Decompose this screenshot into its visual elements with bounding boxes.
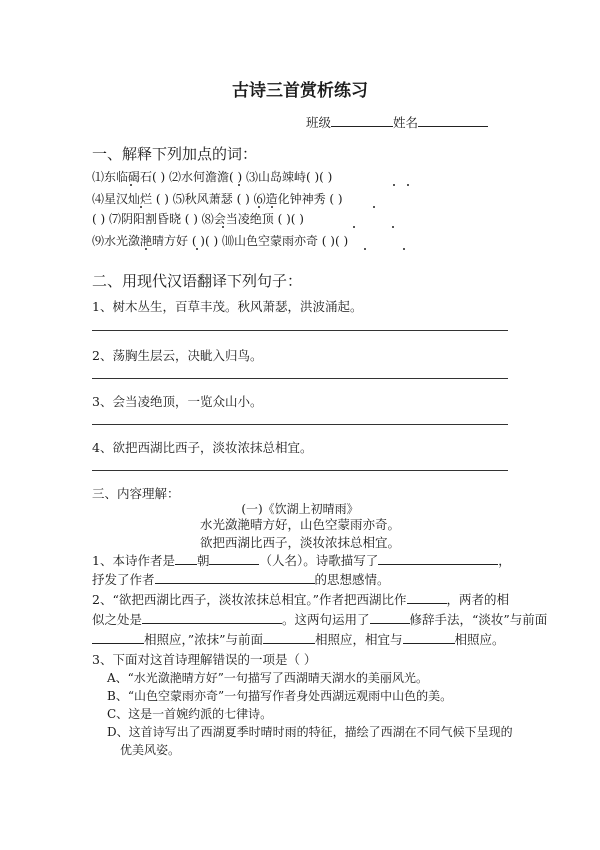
- class-label: 班级: [306, 115, 332, 130]
- q2-text: 相照应。: [454, 632, 505, 647]
- q1-text: ，: [498, 553, 511, 568]
- vocab-line-1: ⑴东临碣石( ) ⑵水何澹澹( ) ⑶山岛竦峙( )( ): [92, 170, 333, 184]
- vocab-line-4: ⑼水光潋滟晴方好 ( )( ) ⑽山色空蒙雨亦奇 ( )( ): [92, 234, 349, 248]
- q1-text: 1、本诗作者是: [92, 553, 175, 568]
- q2-text: 似之处是: [92, 612, 143, 627]
- poem-line-1: 水光潋滟晴方好，山色空蒙雨亦奇。: [199, 517, 400, 532]
- emphasis-dot: [407, 184, 409, 186]
- section1-heading: 一、解释下列加点的词：: [92, 145, 258, 163]
- q2-blank-echo-3[interactable]: [403, 629, 455, 644]
- emphasis-dot: [364, 248, 366, 250]
- question-2-line-2: [92, 609, 547, 628]
- poem-title: (一)《饮湖上初晴雨》: [241, 502, 359, 516]
- q2-blank-echo-1[interactable]: [92, 629, 144, 644]
- emphasis-dot: [130, 184, 132, 186]
- section3-heading: 三、内容理解：: [92, 486, 180, 501]
- emphasis-dot: [403, 248, 405, 250]
- q1-blank-dynasty[interactable]: [175, 550, 197, 565]
- answer-line-2[interactable]: [92, 378, 508, 379]
- emphasis-dot: [373, 206, 375, 208]
- q2-text: 2、“欲把西湖比西子，淡妆浓抹总相宜。”作者把西湖比作: [92, 592, 407, 607]
- emphasis-dot: [145, 248, 147, 250]
- q2-blank-similarity[interactable]: [142, 609, 282, 624]
- q2-blank-compare[interactable]: [407, 589, 447, 604]
- emphasis-dot: [393, 184, 395, 186]
- name-blank[interactable]: [418, 112, 488, 127]
- option-b[interactable]: B、“山色空蒙雨亦奇”一句描写作者身处西湖远观雨中山色的美。: [107, 689, 453, 703]
- question-1-line-2: [92, 569, 390, 588]
- section2-heading: 二、用现代汉语翻译下列句子：: [92, 272, 303, 290]
- emphasis-dot: [271, 206, 273, 208]
- question-2-line-3: [92, 629, 505, 648]
- emphasis-dot: [258, 206, 260, 208]
- answer-line-4[interactable]: [92, 470, 508, 471]
- q2-text: 相照应，相宜与: [315, 632, 403, 647]
- emphasis-dot: [238, 184, 240, 186]
- q1-blank-feeling[interactable]: [155, 569, 315, 584]
- option-d-continued: 优美风姿。: [120, 743, 181, 757]
- answer-line-1[interactable]: [92, 330, 508, 331]
- emphasis-dot: [353, 226, 355, 228]
- question-3-stem: 3、下面对这首诗理解错误的一项是（ ）: [92, 652, 317, 667]
- emphasis-dot: [222, 226, 224, 228]
- poem-line-2: 欲把西湖比西子，淡妆浓抹总相宜。: [199, 535, 400, 550]
- name-label: 姓名: [393, 115, 419, 130]
- q1-text: 朝: [196, 553, 210, 568]
- translate-item-2: 2、荡胸生层云，决眦入归鸟。: [92, 348, 263, 363]
- q2-text: 。这两句运用了: [282, 612, 370, 627]
- translate-item-1: 1、树木丛生，百草丰茂。秋风萧瑟，洪波涌起。: [92, 299, 363, 314]
- q2-text: ，两者的相: [446, 592, 510, 607]
- emphasis-dot: [196, 248, 198, 250]
- q1-text: 的思想感情。: [314, 572, 390, 587]
- page-title: 古诗三首赏析练习: [232, 81, 368, 101]
- vocab-line-2: ⑷星汉灿烂 ( ) ⑸秋风萧瑟 ( ) ⑹造化钟神秀 ( ): [92, 192, 343, 206]
- question-2-line-1: [92, 589, 509, 608]
- q1-blank-author[interactable]: [209, 550, 259, 565]
- question-1-line-1: [92, 550, 511, 569]
- emphasis-dot: [392, 226, 394, 228]
- q1-blank-content[interactable]: [378, 550, 498, 565]
- emphasis-dot: [140, 206, 142, 208]
- option-c[interactable]: C、这是一首婉约派的七律诗。: [107, 707, 273, 721]
- q2-text: 修辞手法，“淡妆”与前面: [409, 612, 548, 627]
- vocab-line-3: ( ) ⑺阴阳割昏晓 ( ) ⑻会当凌绝顶 ( )( ): [92, 212, 304, 226]
- class-blank[interactable]: [331, 112, 393, 127]
- q2-blank-echo-2[interactable]: [263, 629, 315, 644]
- q2-text: 相照应，”浓抹”与前面: [144, 632, 264, 647]
- class-name-row: [306, 112, 488, 131]
- option-a[interactable]: A、“水光潋滟晴方好”一句描写了西湖晴天湖水的美丽风光。: [107, 671, 428, 685]
- option-d[interactable]: D、这首诗写出了西湖夏季时晴时雨的特征，描绘了西湖在不同气候下呈现的: [107, 725, 513, 739]
- translate-item-4: 4、欲把西湖比西子，淡妆浓抹总相宜。: [92, 440, 313, 455]
- q1-text: （人名）。诗歌描写了: [259, 553, 379, 568]
- translate-item-3: 3、会当凌绝顶，一览众山小。: [92, 394, 263, 409]
- q1-text: 抒发了作者: [92, 572, 155, 587]
- q2-blank-rhetoric[interactable]: [370, 609, 410, 624]
- answer-line-3[interactable]: [92, 424, 508, 425]
